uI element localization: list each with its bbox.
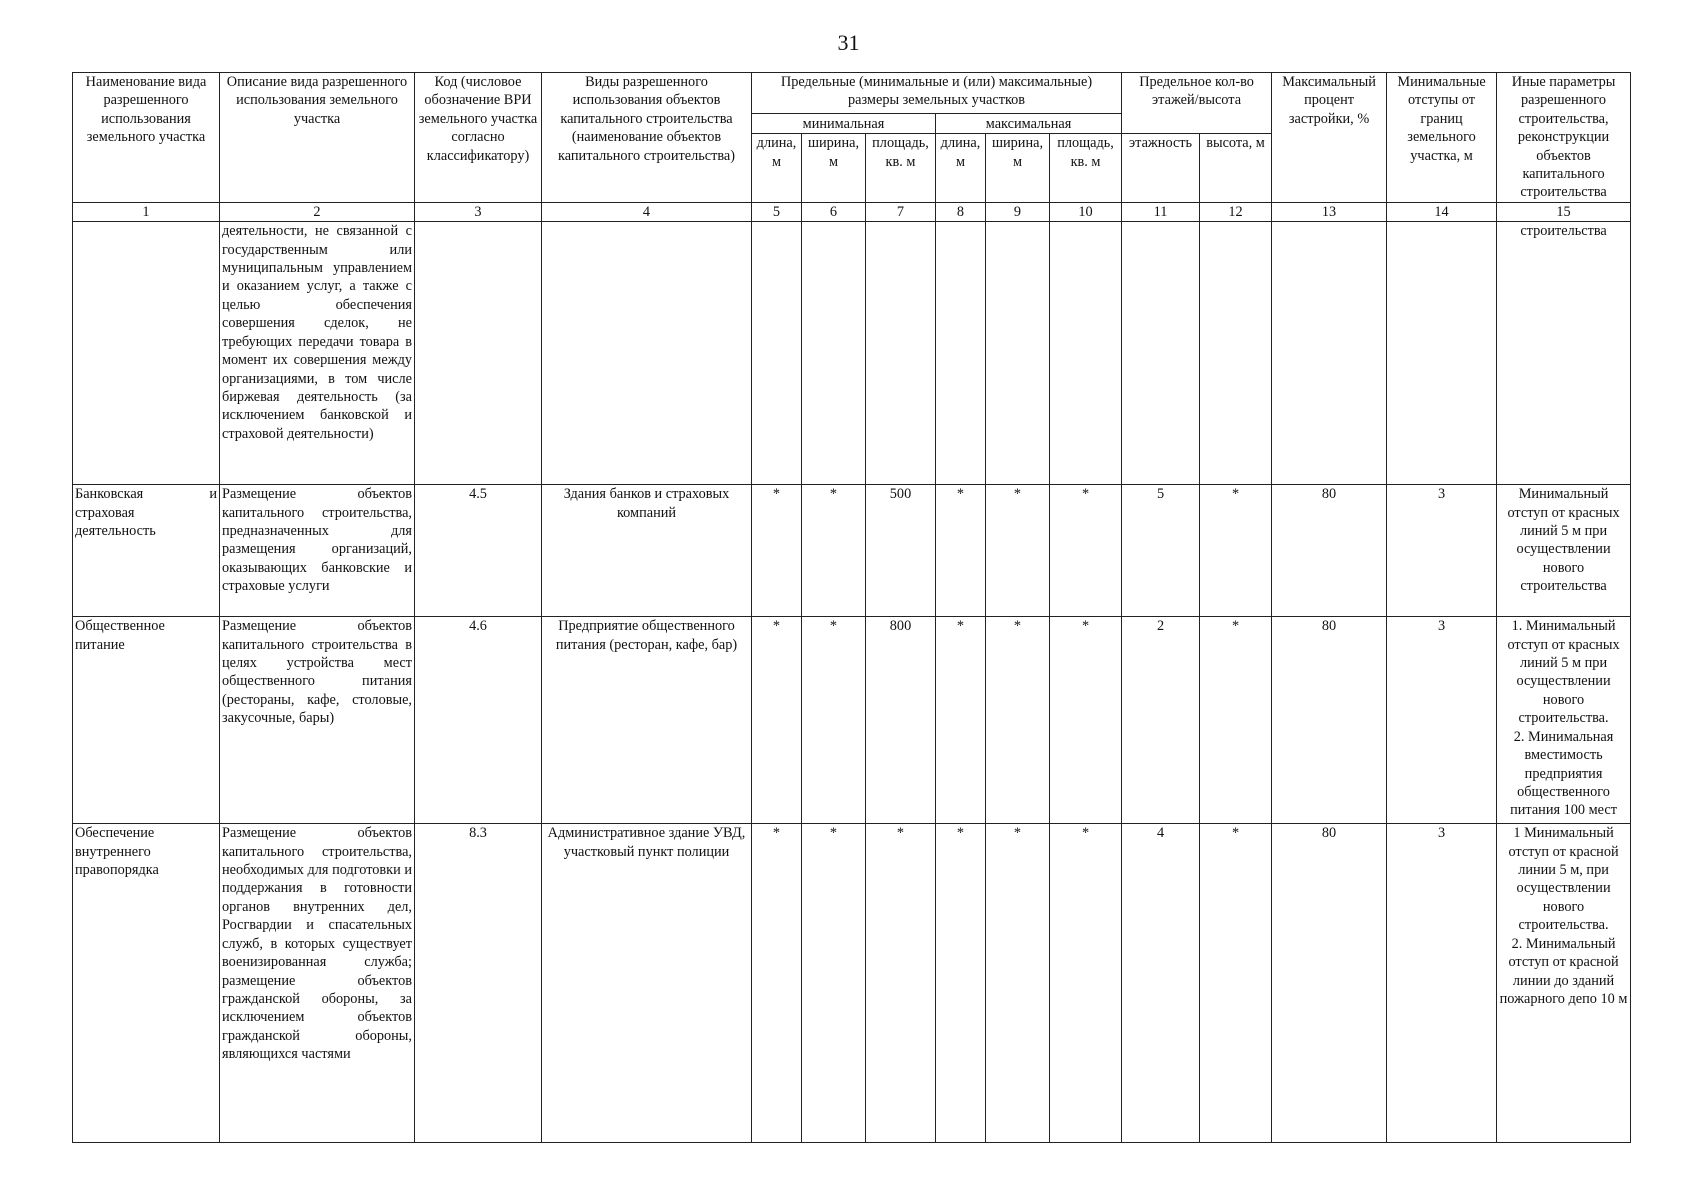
min-length-cell xyxy=(752,222,802,485)
min-length-cell: * xyxy=(752,617,802,824)
column-number: 10 xyxy=(1050,202,1122,221)
min-area-cell: 500 xyxy=(866,485,936,617)
header-maximum: максимальная xyxy=(936,114,1122,134)
height-cell xyxy=(1200,222,1272,485)
table-row xyxy=(73,824,1631,1143)
zoning-regulations-table xyxy=(72,72,1631,1143)
setback-cell xyxy=(1387,222,1497,485)
max-width-cell: * xyxy=(986,824,1050,1143)
header-floors-height: Предельное кол-во этажей/высота xyxy=(1122,73,1272,134)
other-parameters-cell xyxy=(1497,222,1631,485)
column-number: 15 xyxy=(1497,202,1631,221)
setback-cell: 3 xyxy=(1387,485,1497,617)
header-max-width: ширина, м xyxy=(986,134,1050,202)
column-number: 9 xyxy=(986,202,1050,221)
code-cell: 8.3 xyxy=(415,824,542,1143)
floors-cell: 5 xyxy=(1122,485,1200,617)
use-description-cell: Размещение объектов капитального строительства, необходимых для подготовки и поддержания в готовности органов внутренних дел, Росгвардии и спасательных служб, в которых существует военизированная служба; размещение объектов гражданской обороны, за исключением объектов гражданской обороны, являющихся частями xyxy=(220,824,415,1143)
other-parameter-text: 1. Минимальный отступ от красных линий 5 м при осуществлении нового строительства. xyxy=(1507,618,1620,727)
height-cell: * xyxy=(1200,824,1272,1143)
max-length-cell xyxy=(936,222,986,485)
height-cell: * xyxy=(1200,617,1272,824)
max-area-cell xyxy=(1050,222,1122,485)
height-cell: * xyxy=(1200,485,1272,617)
max-percent-cell xyxy=(1272,222,1387,485)
code-cell xyxy=(415,222,542,485)
min-length-cell: * xyxy=(752,485,802,617)
other-parameters-cell xyxy=(1497,485,1631,617)
column-number: 4 xyxy=(542,202,752,221)
min-area-cell: * xyxy=(866,824,936,1143)
column-number: 3 xyxy=(415,202,542,221)
use-name-cell xyxy=(73,222,220,485)
header-max-area: площадь, кв. м xyxy=(1050,134,1122,202)
min-length-cell: * xyxy=(752,824,802,1143)
other-parameters-cell xyxy=(1497,617,1631,824)
setback-cell: 3 xyxy=(1387,617,1497,824)
other-parameter-text: строительства xyxy=(1520,223,1607,240)
header-min-length: длина, м xyxy=(752,134,802,202)
max-width-cell: * xyxy=(986,485,1050,617)
objects-cell: Предприятие общественного питания (ресторан, кафе, бар) xyxy=(542,617,752,824)
floors-cell: 4 xyxy=(1122,824,1200,1143)
header-code: Код (числовое обозначение ВРИ земельного участка согласно классификатору) xyxy=(415,73,542,203)
min-area-cell: 800 xyxy=(866,617,936,824)
column-number: 8 xyxy=(936,202,986,221)
header-use-description: Описание вида разрешенного использования земельного участка xyxy=(220,73,415,203)
header-plot-size-limits: Предельные (минимальные и (или) максимальные) размеры земельных участков xyxy=(752,73,1122,114)
header-max-length: длина, м xyxy=(936,134,986,202)
max-length-cell: * xyxy=(936,617,986,824)
objects-cell: Административное здание УВД, участковый пункт полиции xyxy=(542,824,752,1143)
code-cell: 4.5 xyxy=(415,485,542,617)
min-width-cell: * xyxy=(802,617,866,824)
column-number: 12 xyxy=(1200,202,1272,221)
header-min-area: площадь, кв. м xyxy=(866,134,936,202)
header-construction-objects: Виды разрешенного использования объектов капитального строительства (наименование объектов капитального строительства) xyxy=(542,73,752,203)
table-row xyxy=(73,617,1631,824)
header-max-percent: Максимальный процент застройки, % xyxy=(1272,73,1387,203)
table-row xyxy=(73,485,1631,617)
header-permitted-use-name: Наименование вида разрешенного использования земельного участка xyxy=(73,73,220,203)
max-area-cell: * xyxy=(1050,824,1122,1143)
header-height: высота, м xyxy=(1200,134,1272,202)
other-parameter-text: 2. Минимальная вместимость предприятия общественного питания 100 мест xyxy=(1510,728,1617,819)
other-parameter-text: 2. Минимальный отступ от красной линии до зданий пожарного депо 10 м xyxy=(1499,935,1628,1007)
header-other-parameters: Иные параметры разрешенного строительства, реконструкции объектов капитального строительства xyxy=(1497,73,1631,203)
code-cell: 4.6 xyxy=(415,617,542,824)
min-area-cell xyxy=(866,222,936,485)
floors-cell xyxy=(1122,222,1200,485)
header-floors: этажность xyxy=(1122,134,1200,202)
max-area-cell: * xyxy=(1050,485,1122,617)
objects-cell: Здания банков и страховых компаний xyxy=(542,485,752,617)
page-number: 31 xyxy=(837,30,860,55)
column-number: 11 xyxy=(1122,202,1200,221)
header-min-width: ширина, м xyxy=(802,134,866,202)
max-length-cell: * xyxy=(936,824,986,1143)
table-row xyxy=(73,222,1631,485)
other-parameter-text: Минимальный отступ от красных линий 5 м при осуществлении нового строительства xyxy=(1507,486,1620,595)
other-parameters-cell xyxy=(1497,824,1631,1143)
max-width-cell xyxy=(986,222,1050,485)
column-number: 7 xyxy=(866,202,936,221)
column-number: 13 xyxy=(1272,202,1387,221)
column-number: 6 xyxy=(802,202,866,221)
min-width-cell: * xyxy=(802,824,866,1143)
objects-cell xyxy=(542,222,752,485)
column-number-row xyxy=(73,202,1631,221)
min-width-cell xyxy=(802,222,866,485)
max-percent-cell: 80 xyxy=(1272,617,1387,824)
column-number: 5 xyxy=(752,202,802,221)
max-percent-cell: 80 xyxy=(1272,485,1387,617)
table-header xyxy=(73,73,1631,222)
max-percent-cell: 80 xyxy=(1272,824,1387,1143)
header-min-setbacks: Минимальные отступы от границ земельного участка, м xyxy=(1387,73,1497,203)
floors-cell: 2 xyxy=(1122,617,1200,824)
header-minimum: минимальная xyxy=(752,114,936,134)
column-number: 14 xyxy=(1387,202,1497,221)
max-length-cell: * xyxy=(936,485,986,617)
min-width-cell: * xyxy=(802,485,866,617)
max-area-cell: * xyxy=(1050,617,1122,824)
use-name-cell: Обеспечение внутреннего правопорядка xyxy=(73,824,220,1143)
setback-cell: 3 xyxy=(1387,824,1497,1143)
use-name-cell: Банковская и страховая деятельность xyxy=(73,485,220,617)
column-number: 1 xyxy=(73,202,220,221)
use-description-cell: Размещение объектов капитального строительства в целях устройства мест общественного питания (рестораны, кафе, столовые, закусочные, бары) xyxy=(220,617,415,824)
max-width-cell: * xyxy=(986,617,1050,824)
column-number: 2 xyxy=(220,202,415,221)
use-description-cell: деятельности, не связанной с государственным или муниципальным управлением и оказанием услуг, а также с целью обеспечения совершения сделок, не требующих передачи товара в момент их совершения между организациями, в том числе биржевая деятельность (за исключением банковской и страховой деятельности) xyxy=(220,222,415,485)
other-parameter-text: 1 Минимальный отступ от красной линии 5 м, при осуществлении нового строительства. xyxy=(1508,825,1619,934)
use-description-cell: Размещение объектов капитального строительства, предназначенных для размещения организаций, оказывающих банковские и страховые услуги xyxy=(220,485,415,617)
use-name-cell: Общественное питание xyxy=(73,617,220,824)
